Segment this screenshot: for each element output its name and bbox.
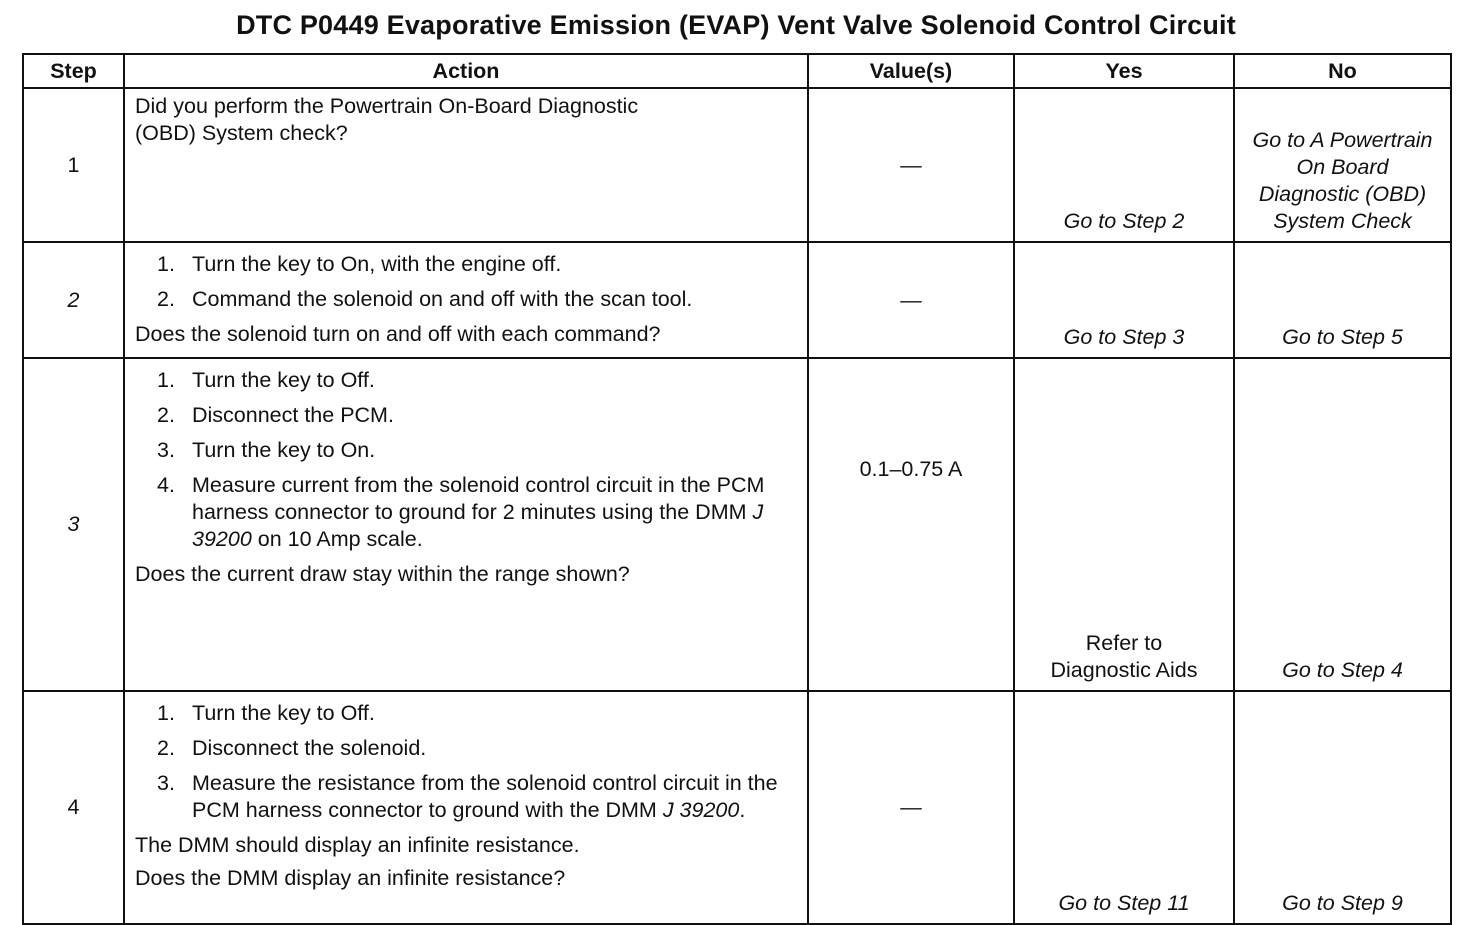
action-step: 4. Measure current from the solenoid control circuit in the PCM harness connector to ground for 2 minutes using the DMM J 39200 on 10 Amp scale. (157, 473, 765, 551)
no-cell: Go to Step 9 (1234, 691, 1451, 924)
diagnostic-table (22, 53, 1452, 925)
action-step: 1. Turn the key to Off. (157, 368, 375, 392)
step-number: 3 (23, 358, 124, 691)
action-question: Does the DMM display an infinite resistance? (135, 866, 566, 890)
action-cell (124, 358, 808, 691)
action-cell (124, 242, 808, 358)
action-question: Does the solenoid turn on and off with each command? (135, 322, 661, 346)
no-cell: Go to Step 5 (1234, 242, 1451, 358)
no-cell: Go to Step 4 (1234, 358, 1451, 691)
no-cell: Go to A Powertrain On Board Diagnostic (OBD) System Check (1234, 88, 1451, 242)
action-step: 2. Disconnect the PCM. (157, 403, 394, 427)
action-note: The DMM should display an infinite resistance. (135, 833, 580, 857)
header-action: Action (124, 54, 808, 88)
action-question: Did you perform the Powertrain On-Board Diagnostic (OBD) System check? (135, 94, 639, 145)
value-cell: — (808, 691, 1014, 924)
action-step: 2. Disconnect the solenoid. (157, 736, 427, 760)
action-cell (124, 691, 808, 924)
table-header-row (23, 54, 1451, 88)
value-cell: 0.1–0.75 A (808, 358, 1014, 691)
yes-cell: Go to Step 3 (1014, 242, 1234, 358)
step-number: 1 (23, 88, 124, 242)
yes-cell: Go to Step 2 (1014, 88, 1234, 242)
header-yes: Yes (1014, 54, 1234, 88)
action-step: 3. Measure the resistance from the solenoid control circuit in the PCM harness connector to ground with the DMM J 39200. (157, 771, 778, 822)
action-step: 3. Turn the key to On. (157, 438, 376, 462)
table-row (23, 88, 1451, 242)
value-cell: — (808, 242, 1014, 358)
yes-cell: Go to Step 11 (1014, 691, 1234, 924)
value-cell: — (808, 88, 1014, 242)
yes-cell: Refer to Diagnostic Aids (1014, 358, 1234, 691)
action-question: Does the current draw stay within the range shown? (135, 562, 630, 586)
action-step: 1. Turn the key to Off. (157, 701, 375, 725)
action-steps (135, 700, 799, 824)
table-row (23, 242, 1451, 358)
action-cell (124, 88, 808, 242)
step-number: 4 (23, 691, 124, 924)
header-values: Value(s) (808, 54, 1014, 88)
table-row (23, 358, 1451, 691)
step-number: 2 (23, 242, 124, 358)
header-step: Step (23, 54, 124, 88)
header-no: No (1234, 54, 1451, 88)
action-step: 2. Command the solenoid on and off with the scan tool. (157, 287, 693, 311)
action-steps (135, 251, 799, 313)
table-row (23, 691, 1451, 924)
action-steps (135, 367, 799, 553)
page-title: DTC P0449 Evaporative Emission (EVAP) Vent Valve Solenoid Control Circuit (236, 10, 1236, 40)
action-step: 1. Turn the key to On, with the engine off. (157, 252, 562, 276)
